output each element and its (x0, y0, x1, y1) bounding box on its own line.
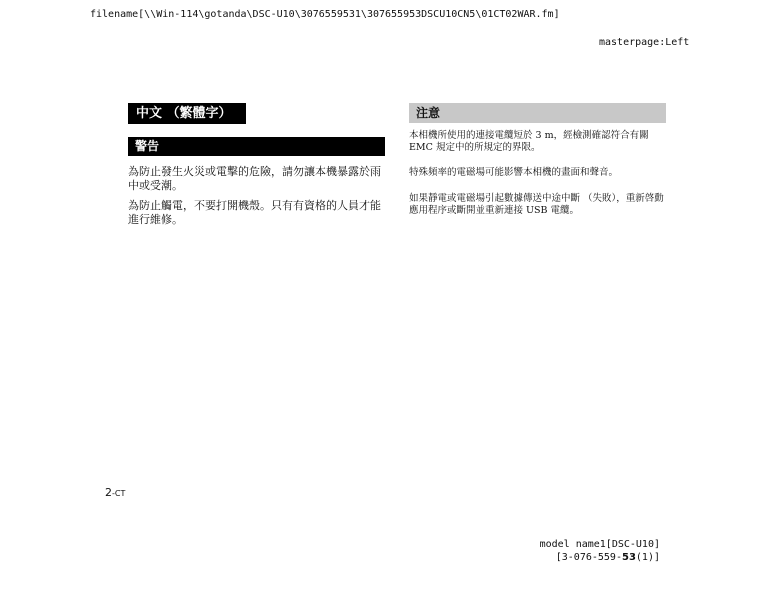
masterpage-label: masterpage:Left (599, 37, 690, 48)
page-number-suffix: -CT (112, 489, 126, 498)
warning-paragraph-2: 為防止觸電，不要打開機殼。只有有資格的人員才能進行維修。 (128, 199, 381, 226)
page-number-value: 2 (105, 486, 112, 499)
filename-header: filename[\\Win-114\gotanda\DSC-U10\3076559531\307655953DSCU10CN5\01CT02WAR.fm] (90, 9, 560, 20)
notice-paragraph-1: 本相機所使用的連接電纜短於 3 m，經檢測確認符合有關 EMC 規定中的所規定的界限。 (409, 130, 649, 153)
warning-paragraph-1: 為防止發生火災或電擊的危險，請勿讓本機暴露於雨中或受潮。 (128, 165, 381, 192)
model-info (540, 538, 660, 564)
part-number-prefix: [3-076-559- (555, 552, 622, 563)
notice-heading: 注意 (409, 103, 666, 123)
page-number (105, 486, 125, 499)
part-number-bold: 53 (621, 552, 636, 563)
notice-paragraph-2: 特殊頻率的電磁場可能影響本相機的畫面和聲音。 (409, 167, 619, 178)
notice-paragraph-3: 如果靜電或電磁場引起數據傳送中途中斷 （失敗），重新啓動應用程序或斷開並重新連接 USB 電纜。 (409, 193, 664, 216)
part-number-suffix: (1)] (635, 552, 660, 563)
part-number (540, 551, 660, 564)
language-title: 中文 （繁體字） (128, 103, 246, 124)
warning-heading: 警告 (128, 137, 385, 156)
model-name: model name1[DSC-U10] (539, 539, 660, 550)
